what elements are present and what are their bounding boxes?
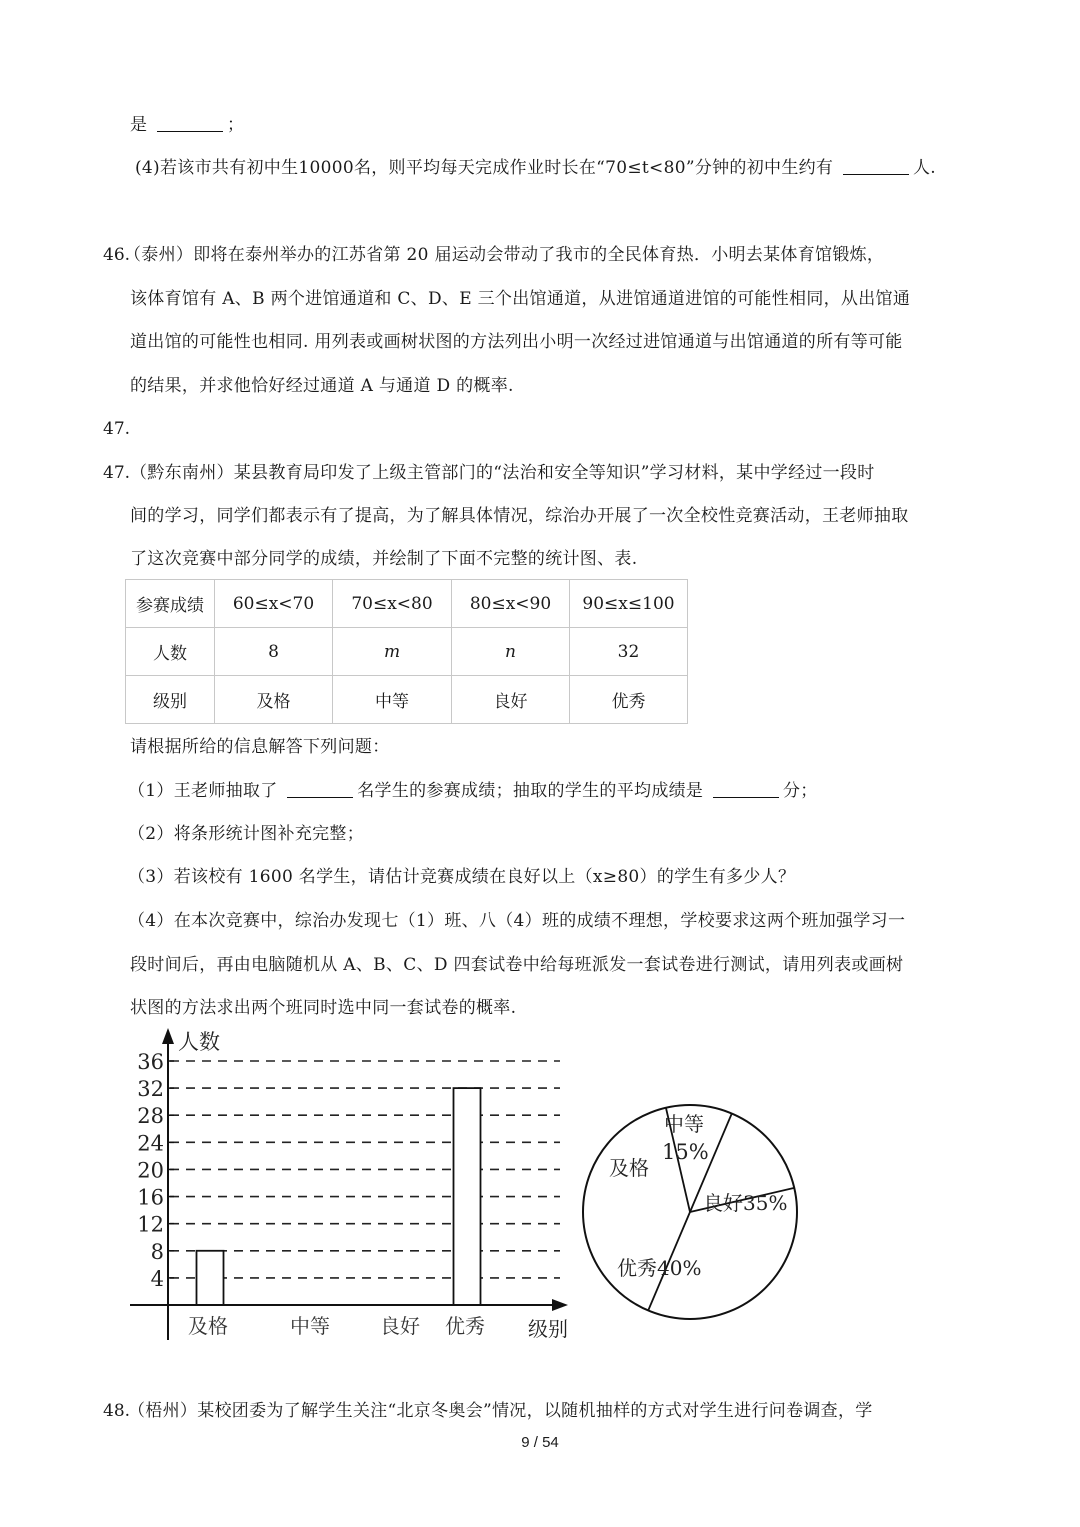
text: (4)若该市共有初中生10000名，则平均每天完成作业时长在“70≤t<80”分钟的初中生约有 <box>135 158 834 178</box>
text: 人. <box>912 158 936 178</box>
y-tick-label: 24 <box>137 1131 164 1156</box>
q46-line-4: 的结果，并求他恰好经过通道 A 与通道 D 的概率. <box>130 376 514 396</box>
x-tick-label: 优秀 <box>445 1314 485 1338</box>
y-tick-label: 8 <box>150 1239 164 1264</box>
table-cell: m <box>333 628 452 676</box>
table-cell: 70≤x<80 <box>333 580 452 628</box>
question-number: 48. <box>103 1401 131 1421</box>
table-cell: 优秀 <box>570 676 688 724</box>
text: 名学生的参赛成绩；抽取的学生的平均成绩是 <box>357 781 704 801</box>
table-cell: 级别 <box>126 676 215 724</box>
y-tick-label: 20 <box>137 1158 164 1183</box>
gridlines <box>168 1061 560 1278</box>
question-number: 47. <box>103 463 131 483</box>
table-cell: 32 <box>570 628 688 676</box>
x-tick-label: 及格 <box>188 1314 228 1338</box>
bar <box>454 1088 481 1305</box>
table-cell: 60≤x<70 <box>215 580 333 628</box>
y-tick-label: 4 <box>150 1266 164 1291</box>
q46-line-3: 道出馆的可能性也相同. 用列表或画树状图的方法列出小明一次经过进馆通道与出馆通道的所有等可能 <box>130 332 903 352</box>
x-tick-labels <box>188 1314 485 1338</box>
x-axis-arrow-icon <box>552 1299 568 1311</box>
x-tick-label: 中等 <box>290 1314 330 1338</box>
table-cell: 80≤x<90 <box>452 580 570 628</box>
question-number: 47. <box>103 419 131 439</box>
q47-line-2: 间的学习，同学们都表示有了提高，为了解具体情况，综治办开展了一次全校性竞赛活动，王老师抽取 <box>130 506 909 526</box>
q48-line-1: （梧州）某校团委为了解学生关注“北京冬奥会”情况，以随机抽样的方式对学生进行问卷调查，学 <box>128 1401 873 1421</box>
table-cell: 良好 <box>452 676 570 724</box>
text: （1）王老师抽取了 <box>128 781 278 801</box>
page-indicator: 9 / 54 <box>521 1434 559 1451</box>
text: ； <box>227 115 245 135</box>
text: 是 <box>130 115 148 135</box>
y-tick-label: 32 <box>137 1077 164 1102</box>
text: 分； <box>782 781 818 801</box>
bar-chart <box>130 1028 568 1341</box>
table-cell: 90≤x≤100 <box>570 580 688 628</box>
q47-line-1: （黔东南州）某县教育局印发了上级主管部门的“法治和安全等知识”学习材料，某中学经过一段时 <box>130 463 875 483</box>
q47-part3: （3）若该校有 1600 名学生，请估计竞赛成绩在良好以上（x≥80）的学生有多少人？ <box>128 867 796 887</box>
y-axis-arrow-icon <box>162 1028 174 1044</box>
pie-label-lianghao: 良好35% <box>703 1191 788 1215</box>
y-tick-label: 16 <box>137 1185 164 1210</box>
table-cell: 及格 <box>215 676 333 724</box>
q47-prompt: 请根据所给的信息解答下列问题： <box>130 737 390 757</box>
q47-part4-line-3: 状图的方法求出两个班同时选中同一套试卷的概率. <box>130 998 517 1018</box>
pie-label-zhongdeng-pct: 15% <box>662 1140 709 1164</box>
y-tick-label: 36 <box>137 1050 164 1074</box>
x-tick-label: 良好 <box>380 1314 420 1338</box>
pie-label-youxiu: 优秀40% <box>617 1256 702 1280</box>
y-tick-labels <box>137 1050 164 1291</box>
y-tick-label: 12 <box>137 1212 164 1237</box>
table-cell: 中等 <box>333 676 452 724</box>
q47-part4-line-2: 段时间后，再由电脑随机从 A、B、C、D 四套试卷中给每班派发一套试卷进行测试，请用列表或画树 <box>130 955 904 975</box>
q46-line-2: 该体育馆有 A、B 两个进馆通道和 C、D、E 三个出馆通道，从进馆通道进馆的可能性相同，从出馆通 <box>130 289 911 309</box>
table-cell: 8 <box>215 628 333 676</box>
q46-line-1: （泰州）即将在泰州举办的江苏省第 20 届运动会带动了我市的全民体育热．小明去某体育馆锻炼， <box>124 245 885 265</box>
y-tick-label: 28 <box>137 1104 164 1129</box>
table-cell: n <box>452 628 570 676</box>
table-cell: 人数 <box>126 628 215 676</box>
table-cell: 参赛成绩 <box>126 580 215 628</box>
q47-line-3: 了这次竞赛中部分同学的成绩，并绘制了下面不完整的统计图、表. <box>130 549 638 569</box>
y-axis-label: 人数 <box>178 1030 220 1054</box>
x-axis-label: 级别 <box>528 1317 568 1341</box>
q47-part2: （2）将条形统计图补充完整； <box>128 824 365 844</box>
question-number: 46. <box>103 245 131 265</box>
q47-part4-line-1: （4）在本次竞赛中，综治办发现七（1）班、八（4）班的成绩不理想，学校要求这两个班加强学习一 <box>128 911 906 931</box>
pie-label-zhongdeng: 中等 <box>664 1112 704 1136</box>
bar <box>197 1251 224 1305</box>
pie-chart <box>583 1105 797 1319</box>
pie-label-jige: 及格 <box>609 1156 649 1180</box>
